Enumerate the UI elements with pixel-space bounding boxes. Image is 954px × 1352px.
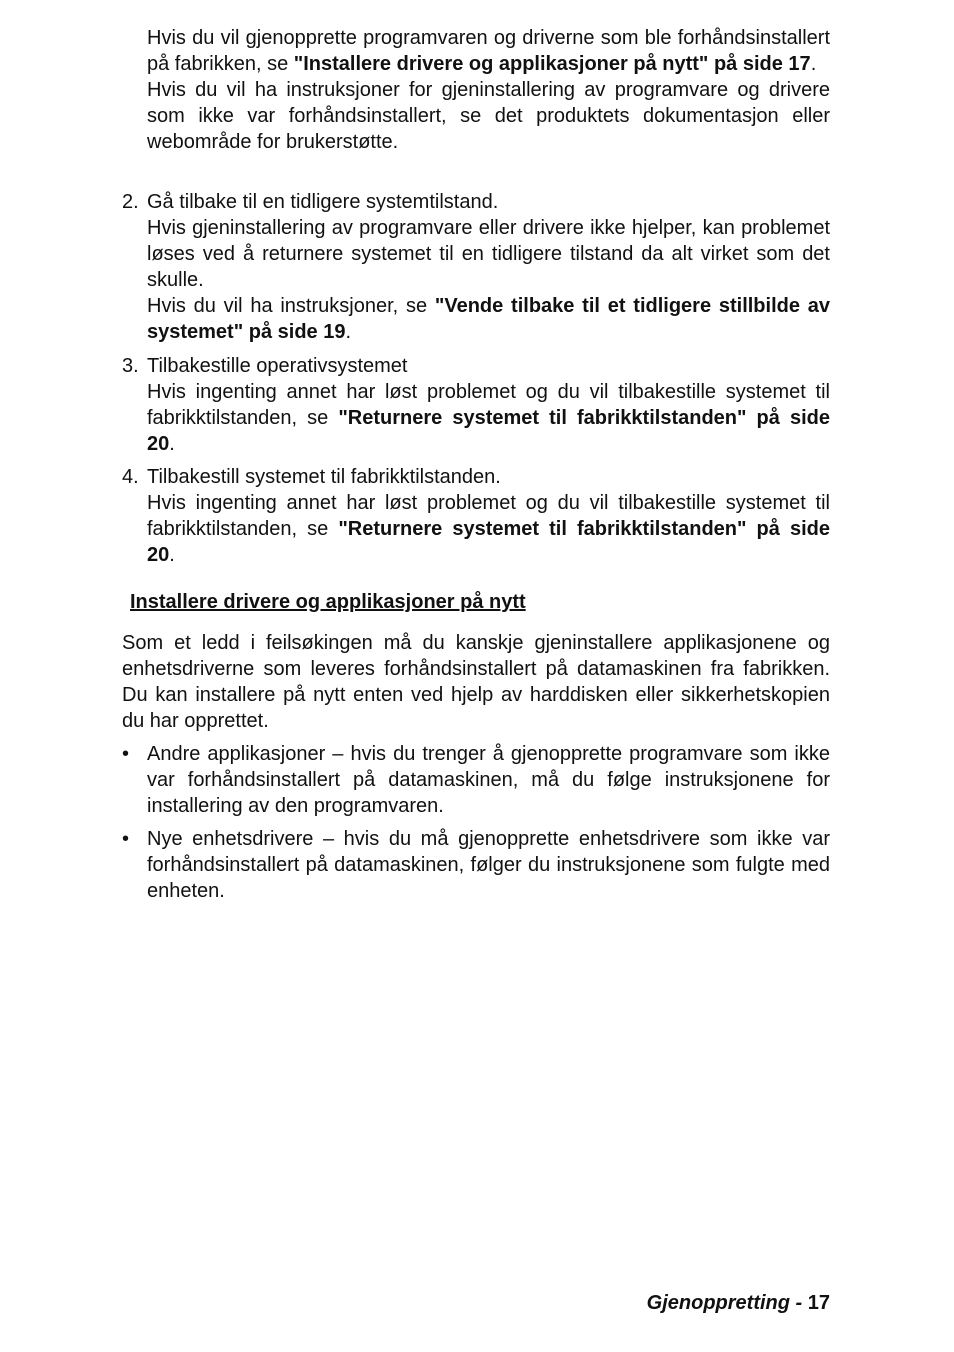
intro-text: Hvis du vil gjenopprette programvaren og driverne som ble forhåndsinstallert på fabrikken, se — [147, 27, 830, 75]
cross-reference-link[interactable]: "Returnere systemet til fabrikktilstanden" på side 20 — [147, 407, 830, 455]
description-text: Hvis ingenting annet har løst problemet og du vil tilbakestille systemet til fabrikktilstanden, se — [147, 381, 830, 429]
list-item — [122, 741, 830, 819]
step-description — [147, 490, 830, 568]
step-2 — [122, 189, 830, 345]
chapter-name: Gjenoppretting - — [646, 1292, 808, 1314]
bullet-text: Andre applikasjoner – hvis du trenger å gjenopprette programvare som ikke var forhåndsinstallert på datamaskinen, må du følge instruksjonene for installering av den programvaren. — [147, 743, 830, 817]
punctuation: . — [169, 433, 175, 455]
cross-reference-link[interactable]: "Installere drivere og applikasjoner på nytt" på side 17 — [293, 53, 811, 75]
page-number: 17 — [807, 1292, 830, 1314]
punctuation: . — [345, 321, 352, 343]
bullet-text: Nye enhetsdrivere – hvis du må gjenopprette enhetsdrivere som ikke var forhåndsinstallert på datamaskinen, følger du instruksjonene som fulgte med enheten. — [147, 828, 830, 902]
step-3 — [122, 353, 830, 457]
cross-reference-link[interactable]: "Returnere systemet til fabrikktilstanden" på side 20 — [147, 518, 830, 566]
description-text: Hvis ingenting annet har løst problemet og du vil tilbakestille systemet til fabrikktilstanden, se — [147, 492, 830, 540]
step-title: Gå tilbake til en tidligere systemtilstand. — [147, 191, 499, 213]
step-number: 3. — [122, 355, 139, 377]
reference-prefix: Hvis du vil ha instruksjoner, se — [147, 295, 435, 317]
section-paragraph: Som et ledd i feilsøkingen må du kanskje gjeninstallere applikasjonene og enhetsdriverne som leveres forhåndsinstallert på datamaskinen fra fabrikken. Du kan installere på nytt enten ved hjelp av harddisken eller sikkerhetskopien du har opprettet. — [122, 632, 830, 732]
step-4 — [122, 464, 830, 568]
step-description: Hvis gjeninstallering av programvare eller drivere ikke hjelper, kan problemet løses ved å returnere systemet til en tidligere tilstand da alt virket som det skulle. — [147, 217, 830, 291]
punctuation: . — [169, 544, 175, 566]
step-title: Tilbakestill systemet til fabrikktilstanden. — [147, 466, 501, 488]
step-description — [147, 379, 830, 457]
bullet-icon: • — [122, 828, 130, 850]
step-title: Tilbakestille operativsystemet — [147, 355, 408, 377]
page-footer — [647, 1290, 830, 1316]
intro-paragraph-2: Hvis du vil ha instruksjoner for gjeninstallering av programvare og drivere som ikke var forhåndsinstallert, se det produktets dokumentasjon eller webområde for brukerstøtte. — [147, 79, 830, 153]
punctuation: . — [810, 53, 817, 75]
step-number: 2. — [122, 191, 139, 213]
step-number: 4. — [122, 466, 139, 488]
cross-reference-link[interactable]: "Vende tilbake til et tidligere stillbilde av systemet" på side 19 — [147, 295, 830, 343]
intro-block — [147, 25, 830, 155]
section-heading: Installere drivere og applikasjoner på nytt — [130, 591, 526, 613]
intro-paragraph-1 — [147, 25, 830, 77]
step-reference — [147, 293, 830, 345]
bullet-icon: • — [122, 743, 130, 765]
list-item — [122, 826, 830, 904]
